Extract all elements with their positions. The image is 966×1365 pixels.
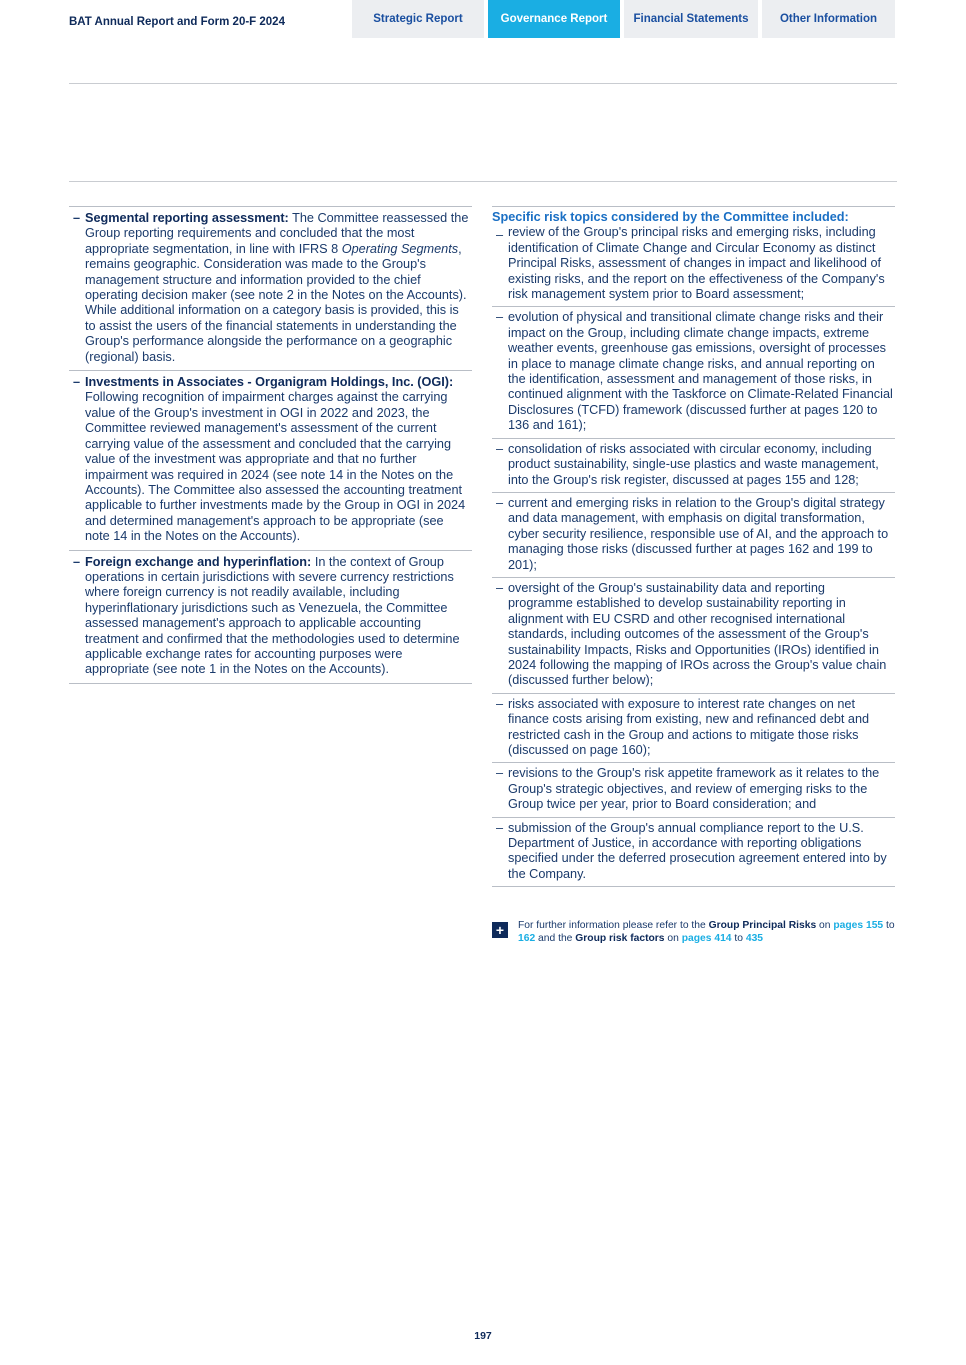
link-page-162[interactable]: 162 xyxy=(518,933,536,944)
link-pages-414[interactable]: pages 414 xyxy=(681,933,732,944)
list-item-foreign-exchange xyxy=(69,550,472,684)
list-item: – current and emerging risks in relation to the Group's digital strategy and data management, with emphasis on digital transformation, cyber security resilience, responsible use of AI, and the approach to managing those risks (discussed further at pages 162 and 199 to 201); xyxy=(492,493,895,578)
section-tabs xyxy=(352,0,895,38)
risk-topics-heading: Specific risk topics considered by the Committee included: xyxy=(492,206,895,225)
item-heading: Segmental reporting assessment: xyxy=(85,211,289,225)
list-item: – consolidation of risks associated with circular economy, including product sustainability, single-use plastics and waste management, into the Group's risk register, discussed at pages 155 and 128; xyxy=(492,439,895,493)
item-text: The Committee reassessed the Group reporting requirements and concluded that the most appropriate segmentation, in line with IFRS 8 xyxy=(85,211,469,256)
document-title: BAT Annual Report and Form 20-F 2024 xyxy=(69,16,285,28)
page-number: 197 xyxy=(474,1330,492,1342)
list-item: – review of the Group's principal risks and emerging risks, including identification of Climate Change and Circular Economy as distinct Principal Risks, assessment of changes in impact and likelihood of existing risks, and the report on the effectiveness of the Company's risk management system prior to Board assessment; xyxy=(492,225,895,307)
right-column xyxy=(492,206,895,887)
tab-strategic-report[interactable]: Strategic Report xyxy=(352,0,484,38)
list-item-segmental-reporting xyxy=(69,206,472,370)
list-item-investments-associates xyxy=(69,370,472,549)
section-divider xyxy=(69,181,897,182)
left-column xyxy=(69,206,472,684)
list-item: – risks associated with exposure to interest rate changes on net finance costs arising from existing, new and refinanced debt and restricted cash in the Group and actions to mitigate those risks (discussed on page 160); xyxy=(492,694,895,764)
item-text: In the context of Group operations in certain jurisdictions with severe currency restrictions where foreign currency is not readily available, including hyperinflationary jurisdictions such as Venezuela, the Committee assessed management's approach to applicable accounting treatment and confirmed that the methodologies used to determine applicable exchange rates for accounting purposes were appropriate (see note 1 in the Notes on the Accounts). xyxy=(85,554,460,677)
list-item: – evolution of physical and transitional climate change risks and their impact on the Group, including climate change impacts, extreme weather events, greenhouse gas emissions, oversight of processes in place to manage climate change risks, and annual reporting on the identification, assessment and management of those risks, in continued alignment with the Taskforce on Climate-Related Financial Disclosures (TCFD) framework (discussed further at pages 120 to 136 and 161); xyxy=(492,307,895,438)
list-item: – submission of the Group's annual compliance report to the U.S. Department of Justice, in accordance with reporting obligations specified under the deferred prosecution agreement entered into by the Company. xyxy=(492,818,895,888)
item-text: , remains geographic. Consideration was made to the Group's management structure and information provided to the chief operating decision maker (see note 2 in the Notes on the Accounts). While additional information on a category basis is provided, this is to assist the users of the financial statements in understanding the Group's performance alongside the performance on a geographic (regional) basis. xyxy=(85,241,467,364)
item-text: Following recognition of impairment charges against the carrying value of the Group's investment in OGI in 2022 and 2023, the Committee reviewed management's assessment of the current carrying value of the assessment and concluded that the carrying value of the investment was appropriate and that no further impairment was required in 2024 (see note 14 in the Notes on the Accounts). The Committee also assessed the accounting treatment applicable to further investments made by the Group in OGI in 2024 and determined management's approach to be appropriate (see note 14 in the Notes on the Accounts). xyxy=(85,390,466,544)
link-page-435[interactable]: 435 xyxy=(745,933,764,944)
link-pages-155[interactable]: pages 155 xyxy=(833,920,884,931)
list-item: – revisions to the Group's risk appetite framework as it relates to the Group's strategic objectives, and review of emerging risks to the Group twice per year, prior to Board consideration; and xyxy=(492,763,895,817)
header-divider xyxy=(69,83,897,84)
item-heading: Investments in Associates - Organigram Holdings, Inc. (OGI): xyxy=(85,375,454,390)
item-text-italic: Operating Segments xyxy=(341,241,459,256)
tab-other-information[interactable]: Other Information xyxy=(762,0,895,38)
note-text: For further information please refer to the Group Principal Risks on pages 155 to 162 and the Group risk factors on pages 414 to 435 xyxy=(518,920,895,944)
tab-governance-report[interactable]: Governance Report xyxy=(488,0,620,38)
further-info-note xyxy=(492,919,902,945)
tab-financial-statements[interactable]: Financial Statements xyxy=(624,0,758,38)
list-item: – oversight of the Group's sustainability data and reporting programme established to develop sustainability reporting in alignment with EU CSRD and other recognised international standards, including outcomes of the assessment of the Group's sustainability Impacts, Risks and Opportunities (IROs) identified in 2024 following the mapping of IROs across the Group's value chain (discussed further below); xyxy=(492,578,895,694)
item-heading: Foreign exchange and hyperinflation: xyxy=(85,554,312,569)
plus-icon: + xyxy=(492,922,508,938)
